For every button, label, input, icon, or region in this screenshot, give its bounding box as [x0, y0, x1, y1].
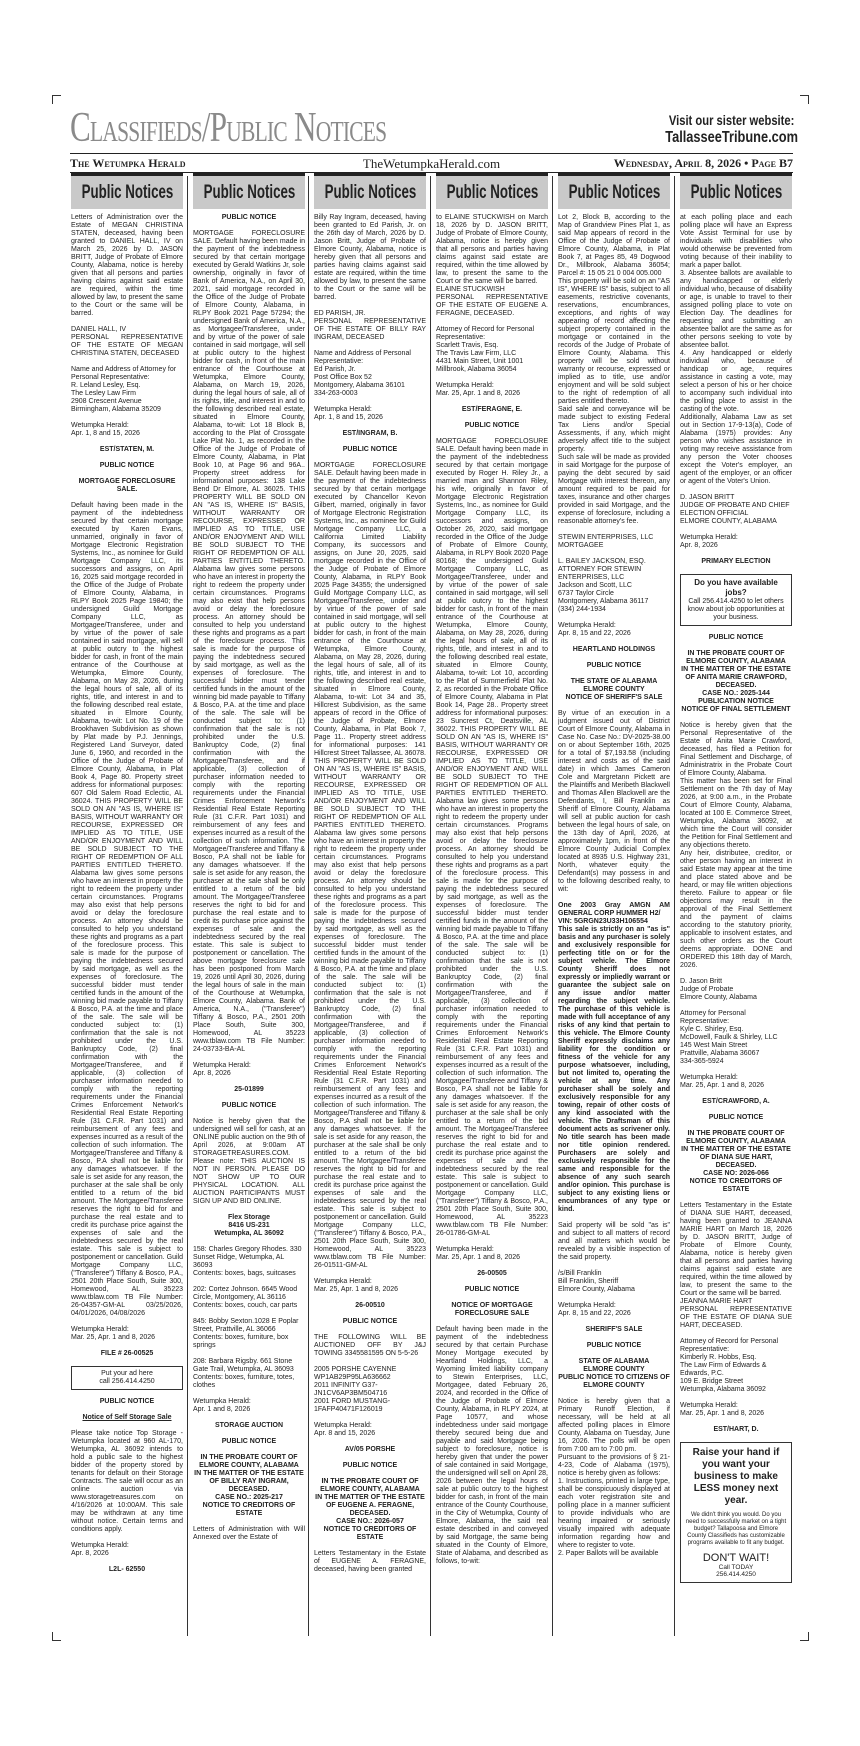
notice-paragraph: Default having been made in the payment of the indebtedness secured by that certain mortgage executed by Karen Evans, unmarried, originally in favor of Mortgage Electronic Registration Systems, Inc., as nominee for Guild Mortgage Company LLC, its successors and assigns, on April 16, 2025 said mortgage recorded in the Office of the Judge of Probate of Elmore County, Alabama, in RLPY Book 2025 Page 19840; the undersigned Guild Mortgage Company LLC, as Mortgagee/Transferee, under and by virtue of the power of sale contained in said mortgage, will sell at public outcry to the highest bidder for cash, in front of the main entrance of the Courthouse at Wetumpka, Elmore County, Alabama, on May 28, 2026, during the legal hours of sale, all of its rights, title, and interest in and to the following described real estate, situated in Elmore County, Alabama, to-wit: Lot No. 19 of the Brookhaven Subdivision as shown by Plat made by P.J. Jennings, Registered Land Surveyor, dated June 6, 1960, and recorded in the Office of the Judge of Probate of Elmore County, Alabama, in Plat Book 4, Page 80. Property street address for informational purposes: 607 Old Salem Road Eclectic, AL 36024. THIS PROPERTY WILL BE SOLD ON AN "AS IS, WHERE IS" BASIS, WITHOUT WARRANTY OR RECOURSE, EXPRESSED OR IMPLIED AS TO TITLE, USE AND/OR ENJOYMENT AND WILL BE SOLD SUBJECT TO THE RIGHT OF REDEMPTION OF ALL PARTIES ENTITLED THERETO. Alabama law gives some persons who have an interest in property the right to redeem the property under certain circumstances. Programs may also exist that help persons avoid or delay the foreclosure process. An attorney should be consulted to help you understand these rights and programs as a part of the foreclosure process. This sale is made for the purpose of paying the indebtedness secured by said mortgage, as well as the expenses of foreclosure. The successful bidder must tender certified funds in the amount of the winning bid made payable to Tiffany & Bosco, P.A. at the time and place of the sale. The sale will be conducted subject to: (1) confirmation that the sale is not prohibited under the U.S. Bankruptcy Code, (2) final confirmation with the Mortgagee/Transferee, and if applicable, (3) collection of purchaser information needed to comply with the reporting requirements under the Financial Crimes Enforcement Network's Residential Real Estate Reporting Rule (31 C.F.R. Part 1031) and reimbursement of any fees and expenses incurred as a result of the collection of such information. The Mortgagee/Transferee and Tiffany & Bosco, P.A shall not be liable for any damages whatsoever. If the sale is set aside for any reason, the purchaser at the sale shall be only entitled to a return of the bid amount. The Mortgagee/Transferee reserves the right to bid for and purchase the real estate and to credit its purchase price against the expenses of sale and the indebtedness secured by the real estate. This sale is subject to postponement or cancellation. Guild Mortgage Company LLC, ("Transferee") Tiffany & Bosco, P.A., 2501 20th Place South, Suite 300, Homewood, AL 35223 www.tblaw.com TB File Number: 26-04357-GM-AL 03/25/2026, 04/01/2026, 04/08/2026	[71, 502, 183, 1317]
notice-heading: THE STATE OF ALABAMA ELMORE COUNTY NOTICE OF SHERIFF'S SALE	[565, 678, 663, 701]
column-header	[193, 173, 305, 209]
notice-paragraph: THE FOLLOWING WILL BE AUCTIONED OFF BY J&J TOWING 3345581595 ON 5-5-26	[314, 1334, 426, 1357]
notice-heading: PUBLIC NOTICE	[99, 462, 155, 469]
house-ad-box	[71, 1366, 183, 1390]
notice-heading: PRIMARY ELECTION	[701, 558, 771, 565]
notice-heading: MORTGAGE FORECLOSURE SALE.	[78, 478, 176, 493]
notice-heading: Notice of Self Storage Sale	[82, 1414, 172, 1421]
notice-paragraph: Notice is hereby given that the undersigned will sell for cash, at an ONLINE public auction on the 9th of April 2026, at 9:00am AT STORAGETREASURES.COM. Please note: THIS AUCTION IS NOT IN PERSON. PLEASE DO NOT SHOW UP TO OUR PHYSICAL LOCATION. ALL AUCTION PARTICIPANTS MUST SIGN UP AND BID ONLINE.	[193, 1118, 305, 1205]
ad-headline: Raise your hand if you want your business to make LESS money next year.	[692, 1447, 780, 1506]
notice-lines: Wetumpka Herald: Apr. 1, 8 and 15, 2026	[71, 422, 140, 437]
crop-mark	[52, 1632, 61, 1641]
notice-lines: Wetumpka Herald: Apr. 8 and 15, 2026	[314, 1422, 376, 1437]
ad-box	[680, 1442, 792, 1583]
notice-paragraph: Letters Testamentary in the Estate of DIANA SUE HART, deceased, having been granted to JEANNA MARIE HART on March 18, 2026 by D. JASON BRITT, Judge of Probate of Elmore County, Alabama, notice is hereby given that all persons and parties having claims against said estate are required, within the time allowed by law, to present the same to the Court or the same will be barred. JEANNA MARIE HART PERSONAL REPRESENTATIVE OF THE ESTATE OF DIANA SUE HART, DECEASED.	[680, 1202, 792, 1329]
column-header	[558, 173, 670, 209]
notice-heading: 25-01899	[234, 1086, 264, 1093]
notice-lines: Wetumpka Herald: Apr. 8, 2026	[680, 534, 738, 549]
notice-lines: Attorney of Record for Personal Representative: Scarlett Travis, Esq. The Travis Law Firm, LLC 4431 Main Street, Unit 1001 Millbrook, Alabama 36054	[436, 326, 535, 373]
notice-heading: 26-00510	[355, 1302, 385, 1309]
notice-paragraph: Notice is hereby given that a Primary Runoff Election, if necessary, will be held at all affected polling places in Elmore County, Alabama on Tuesday, June 16, 2026. The polls will be open from 7:00 am to 7:00 pm. Pursuant to the provisions of § 21-4-23, Code of Alabama (1975), notice is hereby given as follows: 1. Instructions, printed in large type, shall be conspicuously displayed at each voter registration site and polling place in a manner sufficient to provide individuals who are hearing impaired or seriously visually impaired with adequate information regarding how and where to register to vote. 2. Paper Ballots will be available	[558, 1398, 670, 1557]
notice-paragraph: to ELAINE STUCKWISH on March 18, 2026 by D. JASON BRITT, Judge of Probate of Elmore County, Alabama, notice is hereby given that all persons and parties having claims against said estate are required, within the time allowed by law, to present the same to the Court or the same will be barred. ELAINE STUCKWISH PERSONAL REPRESENTATIVE OF THE ESTATE OF EUGENE A. FERAGNE, DECEASED.	[436, 214, 548, 317]
notice-lines: Wetumpka Herald: Mar. 25, Apr. 1 and 8, 2026	[680, 1402, 765, 1417]
notice-paragraph: at each polling place and each polling place will have an Express Vote Assist Terminal for use by individuals with disabilities who would otherwise be prevented from voting because of their inability to mark a paper ballot. 3. Absentee ballots are available to any handicapped or elderly individual who, because of disability or age, is unable to travel to their assigned polling place to vote on Election Day. The deadlines for requesting and submitting an absentee ballot are the same as for other persons seeking to vote by absentee ballot. 4. Any handicapped or elderly individual who, because of handicap or age, requires assistance in casting a vote, may select a person of his or her choice to accompany such individual into the polling place to assist in the casting of the vote. Additionally, Alabama Law as set out in Section 17-9-13(a), Code of Alabama (1975) provides: Any person who wishes assistance in voting may receive assistance from any person the Voter chooses except the Voter's employer, an agent of the employer, or an officer or agent of the Voter's Union.	[680, 214, 792, 485]
column-body	[436, 209, 548, 1566]
notice-lines: Name and Address of Attorney for Personal Representative: R. Leland Lesley, Esq. The Lesley Law Firm 2908 Crescent Avenue Birmingham, Alabama 35209	[71, 366, 177, 413]
notice-column	[680, 173, 792, 1637]
column-header	[680, 173, 792, 209]
notice-lines: Wetumpka Herald: Apr. 8, 15 and 22, 2026	[558, 622, 631, 637]
notice-bold-paragraph: One 2003 Gray AMGN AM GENERAL CORP HUMMER H2/ VIN: 5GRGN23U33H106554 This sale is strictly on an "as is" basis and any purchaser is solely and exclusively responsible for perfecting title on or for the subject vehicle. The Elmore County Sheriff does not expressly or impliedly warrant or guarantee the subject sale on any issue and/or matter regarding the subject vehicle. The purchase of this vehicle is made with full acceptance of any risks of any kind that pertain to this vehicle. The Elmore County Sheriff expressly disclaims any liability for the condition or fitness of the vehicle for any purpose whatsoever, including, but not limited to, operating the vehicle at any time. Any purchaser shall be solely and exclusively responsible for any towing, repair of other costs of any kind associated with the vehicle. The Draftsman of this document acts as scrivener only. No title search has been made nor title opinion rendered. Purchasers are solely and exclusively responsible for the same and responsible for the absence of any such search and/or opinion. This purchase is subject to any existing liens or encumbrances of any type or kind.	[558, 902, 670, 1213]
notice-lines: Wetumpka Herald: Apr. 8, 2026	[71, 1542, 129, 1557]
notice-heading: STORAGE AUCTION	[214, 1422, 284, 1429]
notice-paragraph: MORTGAGE FORECLOSURE SALE. Default having been made in the payment of the indebtedness secured by that certain mortgage executed by Chancellor Kevon Gilbert, married, originally in favor of Mortgage Electronic Registration Systems, Inc., as nominee for Guild Mortgage Company LLC, a California Limited Liability Company, its successors and assigns, on June 20, 2025, said mortgage recorded in the Office of the Judge of Probate of Elmore County, Alabama, in RLPY Book 2025 Page 34355; the undersigned Guild Mortgage Company LLC, as Mortgagee/Transferee, under and by virtue of the power of sale contained in said mortgage, will sell at public outcry to the highest bidder for cash, in front of the main entrance of the Courthouse at Wetumpka, Elmore County, Alabama, on May 28, 2026, during the legal hours of sale, all of its rights, title, and interest in and to the following described real estate, situated in Elmore County, Alabama, to-wit: Lot 34 and 35, Hillcrest Subdivision, as the same appears of record in the Office of the Judge of Probate, Elmore County, Alabama, in Plat Book 7, Page 11.. Property street address for informational purposes: 141 Hillcrest Street Tallassee, AL 36078. THIS PROPERTY WILL BE SOLD ON AN "AS IS, WHERE IS" BASIS, WITHOUT WARRANTY OR RECOURSE, EXPRESSED OR IMPLIED AS TO TITLE, USE AND/OR ENJOYMENT AND WILL BE SOLD SUBJECT TO THE RIGHT OF REDEMPTION OF ALL PARTIES ENTITLED THERETO. Alabama law gives some persons who have an interest in property the right to redeem the property under certain circumstances. Programs may also exist that help persons avoid or delay the foreclosure process. An attorney should be consulted to help you understand these rights and programs as a part of the foreclosure process. This sale is made for the purpose of paying the indebtedness secured by said mortgage, as well as the expenses of foreclosure. The successful bidder must tender certified funds in the amount of the winning bid made payable to Tiffany & Bosco, P.A. at the time and place of the sale. The sale will be conducted subject to: (1) confirmation that the sale is not prohibited under the U.S. Bankruptcy Code, (2) final confirmation with the Mortgagee/Transferee, and if applicable, (3) collection of purchaser information needed to comply with the reporting requirements under the Financial Crimes Enforcement Network's Residential Real Estate Reporting Rule (31 C.F.R. Part 1031) and reimbursement of any fees and expenses incurred as a result of the collection of such information. The Mortgagee/Transferee and Tiffany & Bosco, P.A shall not be liable for any damages whatsoever. If the sale is set aside for any reason, the purchaser at the sale shall be only entitled to a return of the bid amount. The Mortgagee/Transferee reserves the right to bid for and purchase the real estate and to credit its purchase price against the expenses of sale and the indebtedness secured by the real estate. This sale is subject to postponement or cancellation. Guild Mortgage Company LLC, ("Transferee") Tiffany & Bosco, P.A., 2501 20th Place South, Suite 300, Homewood, AL 35223 www.tblaw.com TB File Number: 26-01511-GM-AL	[314, 462, 426, 1269]
notice-paragraph: Letters of Administration over the Estate of MEGAN CHRISTINA STATEN, deceased, having been granted to DANIEL HALL, IV on March 25, 2026 by D. JASON BRITT, Judge of Probate of Elmore County, Alabama, notice is hereby given that all persons and parties having claims against said estate are required, within the time allowed by law, to present the same to the Court or the same will be barred.	[71, 214, 183, 317]
column-divider	[187, 176, 188, 1636]
notice-heading: HEARTLAND HOLDINGS	[572, 646, 656, 653]
notice-paragraph: Letters Testamentary in the Estate of EUGENE A. FERAGNE, deceased, having been granted	[314, 1550, 426, 1573]
notice-heading: PUBLIC NOTICE	[221, 1102, 277, 1109]
notice-paragraph: Said property will be sold "as is" and subject to all matters of record and all matters which would be revealed by a visible inspection of the said property.	[558, 1222, 670, 1261]
notice-lines: L. BAILEY JACKSON, ESQ. ATTORNEY FOR STEWIN ENTERPRISES, LLC Jackson and Scott, LLC 6737 Taylor Circle Montgomery, Alabama 36117 (334) 244-1934	[558, 558, 649, 613]
notice-column	[436, 173, 548, 1637]
notice-heading: Flex Storage 8416 US-231 Wetumpka, AL 36092	[214, 1214, 284, 1237]
notice-heading: PUBLIC NOTICE	[221, 1438, 277, 1445]
house-ad-text: Put your ad here call 256.414.4250	[99, 1370, 155, 1385]
notice-lines: Wetumpka Herald: Mar. 25, Apr. 1 and 8, 2026	[314, 1278, 399, 1293]
notice-heading: IN THE PROBATE COURT OF ELMORE COUNTY, ALABAMA IN THE MATTER OF THE ESTATE OF ANITA MARIE CRAWFORD, DECEASED. CASE NO.: 2025-144 PUBLICATION NOTICE NOTICE OF FINAL SETTLEMENT	[681, 650, 791, 713]
notice-heading: NOTICE OF MORTGAGE FORECLOSURE SALE	[451, 1302, 533, 1317]
notice-heading: PUBLIC NOTICE	[99, 1398, 155, 1405]
notice-heading: STATE OF ALABAMA ELMORE COUNTY PUBLIC NOTICE TO CITIZENS OF ELMORE COUNTY	[558, 1358, 670, 1389]
notice-column	[193, 173, 305, 1637]
notice-lines: 845: Bobby Sexton.1028 E Poplar Street, Prattville, AL 36066 Contents: boxes, furniture, box springs	[193, 1318, 299, 1349]
column-header	[71, 173, 183, 209]
notice-paragraph: Lot 2, Block B, according to the Map of Grandview Pines Plat 1, as said Map appears of record in the Office of the Judge of Probate of Elmore County, Alabama, in Plat Book 7, at Pages 85, 49 Dogwood Dr., Millbrook, Alabama 36054; Parcel #: 15 05 21 0 004 005.000 This property will be sold on an "AS IS", WHERE IS" basis, subject to all easements, restrictive covenants, reservations, encumbrances, exceptions, and rights of way appearing of record affecting the subject property contained in the mortgage or contained in the records of the Judge of Probate of Elmore County, Alabama. This property will be sold without warranty or recourse, expressed or implied as to title, use and/or enjoyment and will be sold subject to the right of redemption of all parties entitled thereto. Said sale and conveyance will be made subject to existing Federal Tax Liens and/or Special Assessments, if any, which might adversely affect title to the subject property. Such sale will be made as provided in said Mortgage for the purpose of paying the debt secured by said Mortgage with interest thereon, any amount required to be paid for taxes, insurance and other charges provided in said Mortgage, and the expense of foreclosure, including a reasonable attorney's fee.	[558, 214, 670, 525]
column-divider	[430, 176, 431, 1636]
notice-lines: Wetumpka Herald: Mar. 25, Apr. 1 and 8, 2026	[436, 1246, 521, 1261]
column-body	[71, 209, 183, 1574]
column-divider	[308, 176, 309, 1636]
notice-heading: PUBLIC NOTICE	[586, 1342, 642, 1349]
sister-website-link[interactable]: TallasseeTribune.com	[665, 129, 798, 146]
notice-heading: IN THE PROBATE COURT OF ELMORE COUNTY, ALABAMA IN THE MATTER OF THE ESTATE OF EUGENE A. FERAGNE, DECEASED. CASE NO.: 2026-057 NOTICE TO CREDITORS OF ESTATE	[315, 1478, 425, 1541]
notice-heading: EST/HART, D.	[713, 1426, 759, 1433]
notice-paragraph: Billy Ray Ingram, deceased, having been granted to Ed Parish, Jr. on the 26th day of March, 2026 by D. Jason Britt, Judge of Probate of Elmore County, Alabama, notice is hereby given that all persons and parties having claims against said estate are required, within the time allowed by law, to present the same to the Court or the same will be barred.	[314, 214, 426, 301]
notice-paragraph: Letters of Administration with Will Annexed over the Estate of	[193, 1526, 305, 1541]
notice-paragraph: MORTGAGE FORECLOSURE SALE. Default having been made in the payment of the indebtedness secured by that certain mortgage executed by Gerald Watkins Jr, sole ownership, originally in favor of Bank of America, N.A., on April 30, 2021, said mortgage recorded in the Office of the Judge of Probate of Elmore County, Alabama, in RLPY Book 2021 Page 57294; the undersigned Bank of America, N.A., as Mortgagee/Transferee, under and by virtue of the power of sale contained in said mortgage, will sell at public outcry to the highest bidder for cash, in front of the main entrance of the Courthouse at Wetumpka, Elmore County, Alabama, on March 19, 2026, during the legal hours of sale, all of its rights, title, and interest in and to the following described real estate, situated in Elmore County, Alabama, to-wit: Lot 18 Block B, according to the Plat of Crossgate Lake Plat No. 1, as recorded in the Office of the Judge of Probate of Elmore County, Alabama, in Plat Book 10, at Page 96 and 96A.. Property street address for informational purposes: 138 Lake Bend Dr Elmore, AL 36025. THIS PROPERTY WILL BE SOLD ON AN "AS IS, WHERE IS" BASIS, WITHOUT WARRANTY OR RECOURSE, EXPRESSED OR IMPLIED AS TO TITLE, USE AND/OR ENJOYMENT AND WILL BE SOLD SUBJECT TO THE RIGHT OF REDEMPTION OF ALL PARTIES ENTITLED THERETO. Alabama law gives some persons who have an interest in property the right to redeem the property under certain circumstances. Programs may also exist that help persons avoid or delay the foreclosure process. An attorney should be consulted to help you understand these rights and programs as a part of the foreclosure process. This sale is made for the purpose of paying the indebtedness secured by said mortgage, as well as the expenses of foreclosure. The successful bidder must tender certified funds in the amount of the winning bid made payable to Tiffany & Bosco, P.A. at the time and place of the sale. The sale will be conducted subject to: (1) confirmation that the sale is not prohibited under the U.S. Bankruptcy Code, (2) final confirmation with the Mortgagee/Transferee, and if applicable, (3) collection of purchaser information needed to comply with the reporting requirements under the Financial Crimes Enforcement Network's Residential Real Estate Reporting Rule (31 C.F.R. Part 1031) and reimbursement of any fees and expenses incurred as a result of the collection of such information. The Mortgagee/Transferee and Tiffany & Bosco, P.A shall not be liable for any damages whatsoever. If the sale is set aside for any reason, the purchaser at the sale shall be only entitled to a return of the bid amount. The Mortgagee/Transferee reserves the right to bid for and purchase the real estate and to credit its purchase price against the expenses of sale and the indebtedness secured by the real estate. This sale is subject to postponement or cancellation. The above mortgage foreclosure sale has been postponed from March 19, 2026 until April 30, 2026, during the legal hours of sale in the main of the Courthouse at Wetumpka, Elmore County, Alabama. Bank of America, N.A., ("Transferee") Tiffany & Bosco, P.A., 2501 20th Place South, Suite 300, Homewood, AL 35223 www.tblaw.com TB File Number: 24-03733-BA-AL	[193, 230, 305, 1053]
notice-lines: Wetumpka Herald: Apr. 1 and 8, 2026	[193, 1398, 251, 1413]
sister-website-label: Visit our sister website:	[668, 112, 795, 128]
column-header-label: Public Notices	[81, 182, 173, 203]
notice-lines: 158: Charles Gregory Rhodes. 330 Sunset Ridge, Wetumpka, AL 36093 Contents: boxes, bags, suitcases	[193, 1246, 302, 1277]
notice-heading: EST/INGRAM, B.	[342, 430, 398, 437]
section-title: Classifieds/Public Notices	[70, 105, 387, 151]
notice-lines: Attorney of Record for Personal Representative: Kimberly R. Hobbs, Esq. The Law Firm of Edwards & Edwards, P.C. 109 E. Bridge Street Wetumpka, Alabama 36092	[680, 1338, 779, 1393]
notice-lines: Wetumpka Herald: Mar. 25, Apr. 1 and 8, 2026	[71, 1326, 156, 1341]
notice-lines: Attorney for Personal Representative: Kyle C. Shirley, Esq. McDowell, Faulk & Shirley, LLC 145 West Main Street Prattville, Alabama 36067 334-365-5924	[680, 1010, 778, 1065]
notice-paragraph: ED PARISH, JR. PERSONAL REPRESENTATIVE OF THE ESTATE OF BILLY RAY INGRAM, DECEASED	[314, 310, 426, 341]
notice-lines: 202: Cortez Johnson. 6645 Wood Circle, Montgomery, AL 36116 Contents: boxes, couch, car parts	[193, 1286, 298, 1309]
notice-heading: PUBLIC NOTICE	[342, 1462, 398, 1469]
notice-heading: EST/CRAWFORD, A.	[702, 1098, 770, 1105]
ad-callout: DON'T WAIT!	[702, 1552, 770, 1564]
column-header-label: Public Notices	[446, 182, 538, 203]
notice-heading: EST/STATEN, M.	[99, 446, 155, 453]
column-header-label: Public Notices	[568, 182, 660, 203]
notice-column	[314, 173, 426, 1637]
notice-paragraph: Notice is hereby given that the Personal Representative of the Estate of Anita Marie Crawford, deceased, has filed a Petition for Final Settlement and Discharge, of Administratrix in the Probate Court of Elmore County, Alabama. This matter has been set for Final Settlement on the 7th day of May 2026, at 9:00 a.m., in the Probate Court of Elmore County, Alabama, located at 100 E. Commerce Street, Wetumpka, Alabama 36092, at which time the Court will consider the Petition for Final Settlement and any objections thereto. Any heir, distributee, creditor, or other person having an interest in said Estate may appear at the time and place stated above and be heard, or may file written objections thereto. Failure to appear or file objections may result in the approval of the Final Settlement and the payment of claims according to the statutory priority, applicable to insolvent estates, and such other orders as the Court deems appropriate. DONE and ORDERED this 18th day of March, 2026.	[680, 722, 792, 969]
notice-lines: 208: Barbara Rigsby. 661 Stone Gate Trail, Wetumpka, AL 36093 Contents: boxes, furniture, totes, clothes	[193, 1358, 295, 1389]
notice-heading: EST/FERAGNE, E.	[461, 406, 523, 413]
notice-heading: AV/05 PORSHE	[344, 1446, 396, 1453]
notice-lines: Wetumpka Herald: Apr. 8, 15 and 22, 2026	[558, 1302, 631, 1317]
notice-heading: 26-00505	[477, 1270, 507, 1277]
notice-heading: PUBLIC NOTICE	[464, 1286, 520, 1293]
notice-heading: PUBLIC NOTICE	[342, 446, 398, 453]
paper-name: The Wetumpka Herald	[70, 156, 186, 170]
notice-heading: IN THE PROBATE COURT OF ELMORE COUNTY, ALABAMA IN THE MATTER OF THE ESTATE OF DIANA SUE HART, DECEASED. CASE NO: 2026-066 NOTICE TO CREDITORS OF ESTATE	[681, 1130, 791, 1193]
notice-lines: 2005 PORSHE CAYENNE WP1AB29P95LA636662 2011 INFINITY G37-JN1CV6AP3BM504716 2001 FORD MUSTANG-1FAFP40471F126019	[314, 1366, 397, 1413]
crop-mark	[800, 95, 809, 104]
crop-mark	[52, 95, 61, 104]
ad-phone: Call TODAY 256.414.4250	[716, 1564, 756, 1578]
notice-heading: PUBLIC NOTICE	[342, 1318, 398, 1325]
notice-lines: Wetumpka Herald: Apr. 1, 8 and 15, 2026	[314, 406, 383, 421]
notice-lines: D. Jason Britt Judge of Probate Elmore County, Alabama	[680, 978, 757, 1001]
house-ad-text: Call 256.414.4250 to let others know about job opportunities at your business.	[687, 598, 785, 621]
house-ad-headline: Do you have available jobs?	[694, 578, 778, 597]
ad-body: We didn't think you would. Do you need to successfully market on a tight budget? Tallapoosa and Elmore County Classifieds has customizable programs available to fit any budget.	[685, 1512, 787, 1546]
column-body	[314, 209, 426, 1574]
notice-heading: PUBLIC NOTICE	[464, 422, 520, 429]
masthead	[70, 153, 793, 173]
notice-paragraph: MORTGAGE FORECLOSURE SALE. Default having been made in the payment of the indebtedness secured by that certain mortgage executed by Roger H. Riley Jr., a married man and Shannon Riley, his wife, originally in favor of Mortgage Electronic Registration Systems, Inc., as nominee for Guild Mortgage Company LLC, its successors and assigns, on October 26, 2020, said mortgage recorded in the Office of the Judge of Probate of Elmore County, Alabama, in RLPY Book 2020 Page 80168; the undersigned Guild Mortgage Company LLC, as Mortgagee/Transferee, under and by virtue of the power of sale contained in said mortgage, will sell at public outcry to the highest bidder for cash, in front of the main entrance of the Courthouse at Wetumpka, Elmore County, Alabama, on May 28, 2026, during the legal hours of sale, all of its rights, title, and interest in and to the following described real estate, situated in Elmore County, Alabama, to-wit: Lot 10, according to the Plat of Summerfield Plat No. 2, as recorded in the Probate Office of Elmore County, Alabama in Plat Book 14, Page 28.. Property street address for informational purposes: 23 Suncrest Ct, Deatsville, AL 36022. THIS PROPERTY WILL BE SOLD ON AN "AS IS, WHERE IS" BASIS, WITHOUT WARRANTY OR RECOURSE, EXPRESSED OR IMPLIED AS TO TITLE, USE AND/OR ENJOYMENT AND WILL BE SOLD SUBJECT TO THE RIGHT OF REDEMPTION OF ALL PARTIES ENTITLED THERETO. Alabama law gives some persons who have an interest in property the right to redeem the property under certain circumstances. Programs may also exist that help persons avoid or delay the foreclosure process. An attorney should be consulted to help you understand these rights and programs as a part of the foreclosure process. This sale is made for the purpose of paying the indebtedness secured by said mortgage, as well as the expenses of foreclosure. The successful bidder must tender certified funds in the amount of the winning bid made payable to Tiffany & Bosco, P.A. at the time and place of the sale. The sale will be conducted subject to: (1) confirmation that the sale is not prohibited under the U.S. Bankruptcy Code, (2) final confirmation with the Mortgagee/Transferee, and if applicable, (3) collection of purchaser information needed to comply with the reporting requirements under the Financial Crimes Enforcement Network's Residential Real Estate Reporting Rule (31 C.F.R. Part 1031) and reimbursement of any fees and expenses incurred as a result of the collection of such information. The Mortgagee/Transferee and Tiffany & Bosco, P.A shall not be liable for any damages whatsoever. If the sale is set aside for any reason, the purchaser at the sale shall be only entitled to a return of the bid amount. The Mortgagee/Transferee reserves the right to bid for and purchase the real estate and to credit its purchase price against the expenses of sale and the indebtedness secured by the real estate. This sale is subject to postponement or cancellation. Guild Mortgage Company LLC, ("Transferee") Tiffany & Bosco, P.A., 2501 20th Place South, Suite 300, Homewood, AL 35223 www.tblaw.com TB File Number: 26-01786-GM-AL	[436, 438, 548, 1237]
sister-website	[665, 112, 798, 146]
notice-paragraph: Please take notice Top Storage - Wetumpka located at 960 AL-170, Wetumpka, AL 36092 intends to hold a public sale to the highest bidder of the property stored by tenants for default on their Storage Contracts. The sale will occur as an online auction via www.storagetreasures.com on 4/16/2026 at 10:00AM. This sale may be withdrawn at any time without notice. Certain terms and conditions apply.	[71, 1430, 183, 1533]
notice-heading: PUBLIC NOTICE	[586, 662, 642, 669]
notice-heading: PUBLIC NOTICE	[708, 1114, 764, 1121]
column-body	[193, 209, 305, 1542]
column-header-label: Public Notices	[203, 182, 295, 203]
column-header	[314, 173, 426, 209]
notice-lines: D. JASON BRITT JUDGE OF PROBATE AND CHIEF ELECTION OFFICIAL ELMORE COUNTY, ALABAMA	[680, 494, 790, 525]
column-divider	[674, 176, 675, 1636]
notice-paragraph: Default having been made in the payment of the indebtedness secured by that certain Purchase Money Mortgage executed by Heartland Holdings, LLC, a Wyoming limited liability company to Stewin Enterprises, LLC, Mortgagee, dated February 26, 2024, and recorded in the Office of the Judge of Probate of Elmore County, Alabama, in RLPY 2024, at Page 10577, and whose indebtedness under said mortgage thereby secured being due and payable and said Mortgage being subject to foreclosure, notice is hereby given that under the power of sale contained in said Mortgage, the undersigned will sell on April 28, 2026 between the legal hours of sale at public outcry to the highest bidder for cash, in front of the main entrance of the County Courthouse, in the City of Wetumpka, County of Elmore, Alabama, the said real estate described in and conveyed by said Mortgage, the same being situated in the County of Elmore, State of Alabama, and described as follows, to-wit:	[436, 1326, 548, 1565]
column-header	[436, 173, 548, 209]
notice-heading: PUBLIC NOTICE	[221, 214, 277, 221]
notice-heading: FILE # 26-00525	[100, 1350, 154, 1357]
notice-heading: IN THE PROBATE COURT OF ELMORE COUNTY, ALABAMA IN THE MATTER OF THE ESTATE OF BILLY RAY INGRAM, DECEASED. CASE NO.: 2025-217 NOTICE TO CREDITORS OF ESTATE	[194, 1454, 304, 1517]
crop-mark	[800, 1632, 809, 1641]
notice-lines: STEWIN ENTERPRISES, LLC MORTGAGEE	[558, 534, 654, 549]
dateline: Wednesday, April 8, 2026 • Page B7	[613, 156, 793, 170]
notice-lines: /s/Bill Franklin Bill Franklin, Sheriff Elmore County, Alabama	[558, 1270, 635, 1293]
notice-column	[558, 173, 670, 1637]
paper-website[interactable]: TheWetumpkaHerald.com	[362, 156, 501, 171]
notice-heading: L2L- 62550	[108, 1566, 146, 1573]
notice-paragraph: By virtue of an execution in a judgment issued out of District Court of Elmore County, Alabama in Case No. Case No.: DV-2025-38.00 on or about September 16th, 2025 for a total of $7,193.58 (including interest and costs as of the said date) in which James Cameron Cole and Margretann Pickett are the Plaintiffs and Meribeth Blackwell and Thomas Allen Blackwell are the Defendants, I, Bill Franklin as Sheriff of Elmore County, Alabama will sell at public auction for cash between the legal hours of sale, on the 13th day of April, 2026, at approximately 1pm, in front of the Elmore County Judicial Complex located at 8935 U.S. Highway 231, North, whatever equity the Defendant(s) may possess in and to the following described realty, to wit:	[558, 710, 670, 893]
notice-heading: PUBLIC NOTICE	[708, 634, 764, 641]
column-header-label: Public Notices	[690, 182, 782, 203]
notice-lines: Wetumpka Herald: Apr. 8, 2026	[193, 1062, 251, 1077]
notice-heading: SHERIFF'S SALE	[585, 1326, 643, 1333]
notice-paragraph: DANIEL HALL, IV PERSONAL REPRESENTATIVE OF THE ESTATE OF MEGAN CHRISTINA STATEN, DECEASED	[71, 326, 183, 357]
column-body	[558, 209, 670, 1558]
notice-lines: Name and Address of Personal Representative: Ed Parish, Jr. Post Office Box 52 Montgomery, Alabama 36101 334-263-0003	[314, 350, 411, 397]
house-ad-box	[680, 574, 792, 626]
notice-lines: Wetumpka Herald: Mar. 25, Apr. 1 and 8, 2026	[680, 1074, 765, 1089]
column-header-label: Public Notices	[324, 182, 416, 203]
notice-lines: Wetumpka Herald: Mar. 25, Apr. 1 and 8, 2026	[436, 382, 521, 397]
column-body	[680, 209, 792, 1583]
notice-column	[71, 173, 183, 1637]
column-divider	[552, 176, 553, 1636]
